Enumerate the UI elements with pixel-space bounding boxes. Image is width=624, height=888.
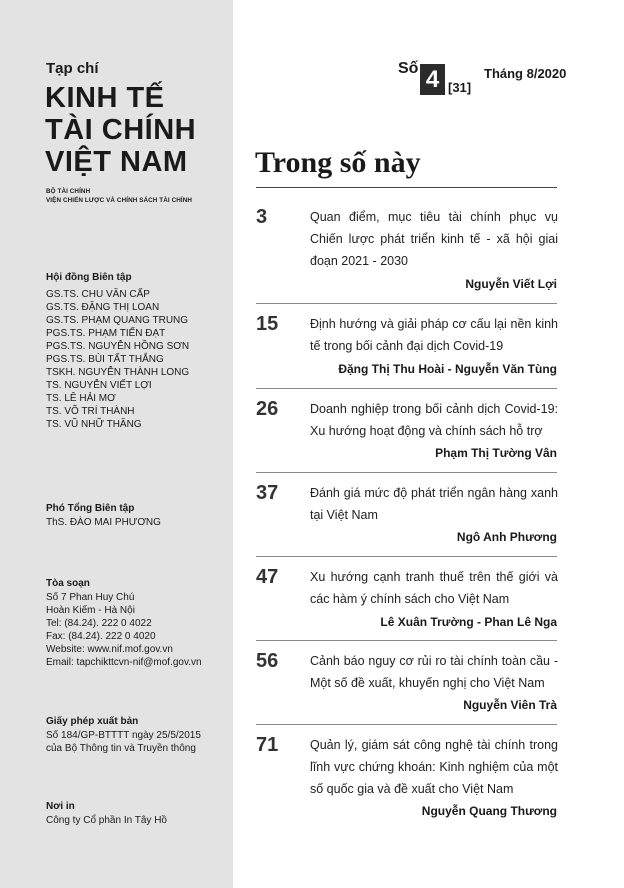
magazine-title-line-1: KINH TẾ [45, 82, 165, 114]
board-member: GS.TS. CHU VĂN CẤP [46, 289, 150, 300]
toc-title: Trong số này [255, 146, 421, 179]
toc-divider [256, 724, 557, 725]
issue-month: Tháng 8/2020 [484, 66, 567, 81]
board-member: PGS.TS. BÙI TẤT THẮNG [46, 354, 164, 365]
board-member: TS. VŨ NHỮ THĂNG [46, 419, 142, 430]
board-member: GS.TS. ĐẶNG THỊ LOAN [46, 302, 160, 313]
toc-page-number: 47 [256, 566, 279, 588]
issue-label: Số [398, 60, 419, 77]
toc-divider [256, 303, 557, 304]
license-heading: Giấy phép xuất bản [46, 716, 139, 727]
toc-author: Nguyễn Viên Trà [463, 698, 557, 712]
publisher-institute: VIỆN CHIẾN LƯỢC VÀ CHÍNH SÁCH TÀI CHÍNH [46, 197, 193, 204]
deputy-editor-value: ThS. ĐÀO MAI PHƯƠNG [46, 517, 161, 528]
board-member: TSKH. NGUYỄN THÀNH LONG [46, 367, 190, 378]
publisher-ministry: BỘ TÀI CHÍNH [46, 188, 91, 195]
toc-page-number: 3 [256, 206, 268, 228]
editorial-board-heading: Hội đồng Biên tập [46, 272, 132, 283]
printer-name: Công ty Cổ phần In Tây Hồ [46, 815, 167, 826]
editorial-board-list [46, 288, 189, 431]
magazine-label: Tạp chí [46, 60, 99, 77]
toc-author: Ngô Anh Phương [456, 530, 557, 544]
board-member: GS.TS. PHẠM QUANG TRUNG [46, 315, 189, 326]
printer-details [46, 814, 167, 827]
board-member: TS. VÕ TRÍ THÀNH [46, 406, 135, 417]
issue-number: 4 [420, 64, 445, 95]
toc-article-title: Quan điểm, mục tiêu tài chính phục vụ Chiến lược phát triển kinh tế - xã hội giai đoạn 2021 - 2030 [310, 210, 558, 268]
toc-page-number: 71 [256, 734, 279, 756]
office-address: Số 7 Phan Huy Chú [46, 592, 135, 603]
toc-article-title: Doanh nghiệp trong bối cảnh dịch Covid-19: Xu hướng hoạt động và chính sách hỗ trợ [310, 402, 558, 438]
deputy-editor-heading: Phó Tổng Biên tập [46, 503, 135, 514]
license-details [46, 729, 201, 755]
board-member: PGS.TS. NGUYỄN HỒNG SƠN [46, 341, 190, 352]
office-email: Email: tapchikttcvn-nif@mof.gov.vn [46, 657, 202, 668]
license-number: Số 184/GP-BTTTT ngày 25/5/2015 [46, 730, 201, 741]
office-details [46, 591, 202, 669]
toc-article-title: Xu hướng cạnh tranh thuế trên thế giới và các hàm ý chính sách cho Việt Nam [310, 570, 558, 606]
magazine-title-line-2: TÀI CHÍNH [45, 114, 197, 146]
board-member: TS. LÊ HẢI MƠ [46, 393, 116, 404]
toc-divider [256, 472, 557, 473]
magazine-title-line-3: VIỆT NAM [45, 146, 188, 178]
toc-author: Nguyễn Viết Lợi [465, 277, 557, 291]
toc-article-title: Đánh giá mức độ phát triển ngân hàng xanh tại Việt Nam [310, 486, 558, 522]
toc-article-title: Quản lý, giám sát công nghệ tài chính trong lĩnh vực chứng khoán: Kinh nghiệm của một số quốc gia và đề xuất cho Việt Nam [310, 738, 558, 796]
toc-divider [256, 640, 557, 641]
toc-article-title: Định hướng và giải pháp cơ cấu lại nền kinh tế trong bối cảnh đại dịch Covid-19 [310, 317, 558, 353]
office-website: Website: www.nif.mof.gov.vn [46, 644, 173, 655]
toc-author: Phạm Thị Tường Vân [435, 446, 557, 460]
deputy-editor-name [46, 516, 161, 529]
office-tel: Tel: (84.24). 222 0 4022 [46, 618, 152, 629]
toc-page-number: 37 [256, 482, 279, 504]
license-issuer: của Bộ Thông tin và Truyền thông [46, 743, 196, 754]
office-district: Hoàn Kiếm - Hà Nội [46, 605, 135, 616]
printer-heading: Nơi in [46, 801, 75, 812]
office-fax: Fax: (84.24). 222 0 4020 [46, 631, 156, 642]
toc-page-number: 15 [256, 313, 279, 335]
office-heading: Tòa soạn [46, 578, 90, 589]
toc-title-rule [256, 187, 557, 188]
toc-page-number: 56 [256, 650, 279, 672]
toc-author: Lê Xuân Trường - Phan Lê Nga [380, 615, 557, 629]
board-member: TS. NGUYỄN VIẾT LỢI [46, 380, 152, 391]
issue-cumulative: [31] [448, 80, 472, 95]
toc-divider [256, 388, 557, 389]
toc-article-title: Cảnh báo nguy cơ rủi ro tài chính toàn cầu - Một số đề xuất, khuyến nghị cho Việt Nam [310, 654, 558, 690]
toc-author: Nguyễn Quang Thương [421, 804, 557, 818]
sidebar [0, 0, 233, 888]
toc-page-number: 26 [256, 398, 279, 420]
toc-author: Đặng Thị Thu Hoài - Nguyễn Văn Tùng [338, 362, 557, 376]
board-member: PGS.TS. PHẠM TIẾN ĐẠT [46, 328, 166, 339]
toc-divider [256, 556, 557, 557]
